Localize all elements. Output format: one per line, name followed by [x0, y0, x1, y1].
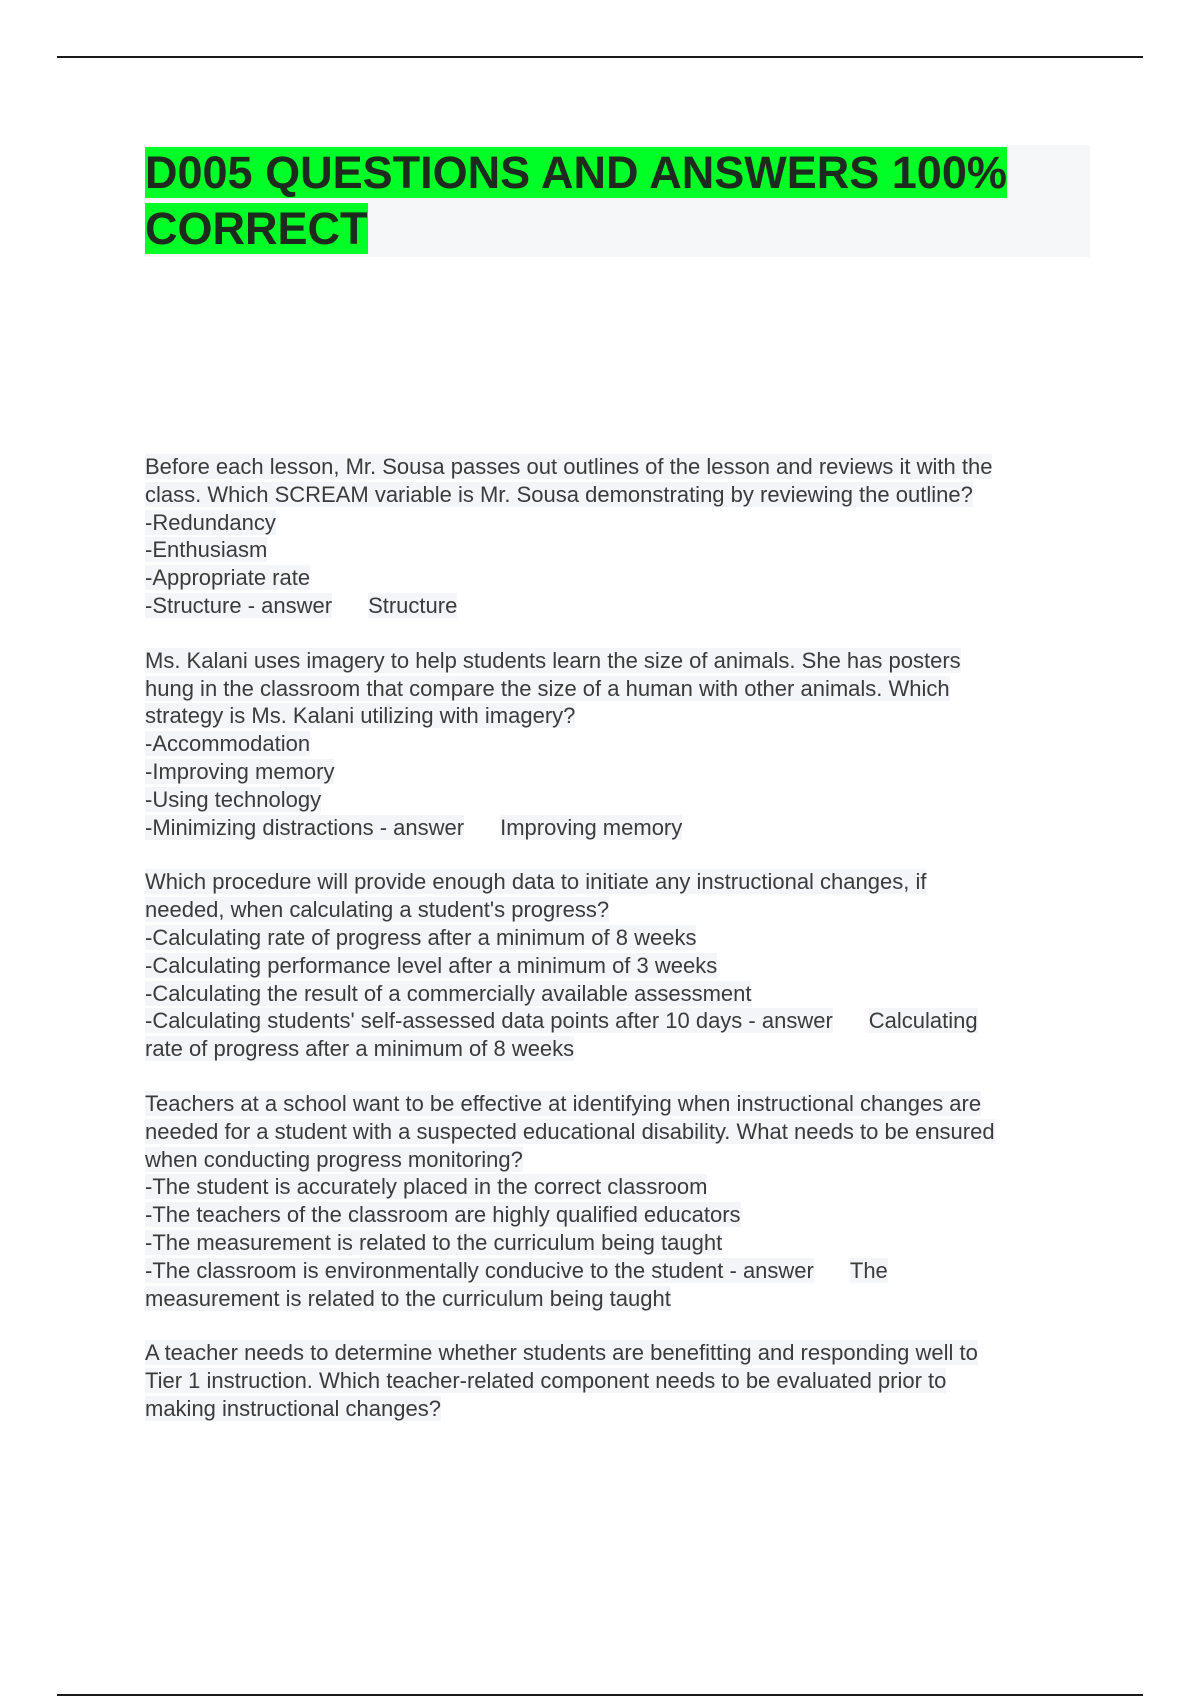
- option-line: -Calculating the result of a commercially available assessment: [145, 980, 752, 1006]
- answer-continuation-line: measurement is related to the curriculum being taught: [145, 1285, 671, 1311]
- option-line: -Redundancy: [145, 509, 276, 535]
- questions-list: [145, 453, 1085, 1450]
- question-block: [145, 647, 1085, 842]
- question-line: making instructional changes?: [145, 1395, 441, 1421]
- question-block: [145, 1339, 1085, 1422]
- question-block: [145, 453, 1085, 620]
- option-answer-line: -Calculating students' self-assessed data points after 10 days - answer Calculating: [145, 1008, 978, 1034]
- question-line: Which procedure will provide enough data to initiate any instructional changes, if: [145, 869, 927, 895]
- question-line: Before each lesson, Mr. Sousa passes out outlines of the lesson and reviews it with the: [145, 454, 993, 479]
- option-line: -The teachers of the classroom are highly qualified educators: [145, 1202, 741, 1228]
- option-line: -Appropriate rate: [145, 565, 311, 591]
- question-line: A teacher needs to determine whether students are benefitting and responding well to: [145, 1340, 978, 1366]
- option-line: -The measurement is related to the curriculum being taught: [145, 1229, 723, 1255]
- option-line: -Improving memory: [145, 758, 335, 784]
- option-answer-line: -Minimizing distractions - answer Improving memory: [145, 814, 683, 840]
- question-line: needed, when calculating a student's progress?: [145, 897, 610, 923]
- question-block: [145, 1090, 1085, 1312]
- question-line: strategy is Ms. Kalani utilizing with imagery?: [145, 703, 576, 729]
- answer-continuation-line: rate of progress after a minimum of 8 weeks: [145, 1036, 575, 1062]
- document-title: D005 QUESTIONS AND ANSWERS 100% CORRECT: [145, 147, 1007, 254]
- question-line: needed for a student with a suspected educational disability. What needs to be ensured: [145, 1118, 995, 1144]
- option-line: -Calculating performance level after a minimum of 3 weeks: [145, 952, 718, 978]
- question-line: Ms. Kalani uses imagery to help students learn the size of animals. She has posters: [145, 647, 961, 673]
- question-line: Teachers at a school want to be effective at identifying when instructional changes are: [145, 1090, 982, 1116]
- option-answer-line: -Structure - answer Structure: [145, 592, 458, 618]
- question-line: Tier 1 instruction. Which teacher-related component needs to be evaluated prior to: [145, 1368, 947, 1394]
- bottom-rule: [57, 1694, 1143, 1696]
- option-line: -Enthusiasm: [145, 537, 268, 563]
- question-block: [145, 868, 1085, 1063]
- question-line: class. Which SCREAM variable is Mr. Sousa demonstrating by reviewing the outline?: [145, 481, 973, 507]
- option-line: -Accommodation: [145, 731, 311, 757]
- answer-text: The: [849, 1257, 888, 1283]
- option-line: -The student is accurately placed in the correct classroom: [145, 1174, 708, 1200]
- answer-text: Structure: [368, 592, 458, 618]
- option-line: -Using technology: [145, 786, 322, 812]
- question-line: hung in the classroom that compare the size of a human with other animals. Which: [145, 675, 950, 701]
- answer-text: Calculating: [868, 1008, 978, 1034]
- top-rule: [57, 56, 1143, 58]
- option-line: -Calculating rate of progress after a minimum of 8 weeks: [145, 924, 697, 950]
- answer-text: Improving memory: [500, 814, 683, 840]
- title-block: [145, 145, 1090, 257]
- option-answer-line: -The classroom is environmentally conducive to the student - answer The: [145, 1257, 888, 1283]
- question-line: when conducting progress monitoring?: [145, 1146, 523, 1172]
